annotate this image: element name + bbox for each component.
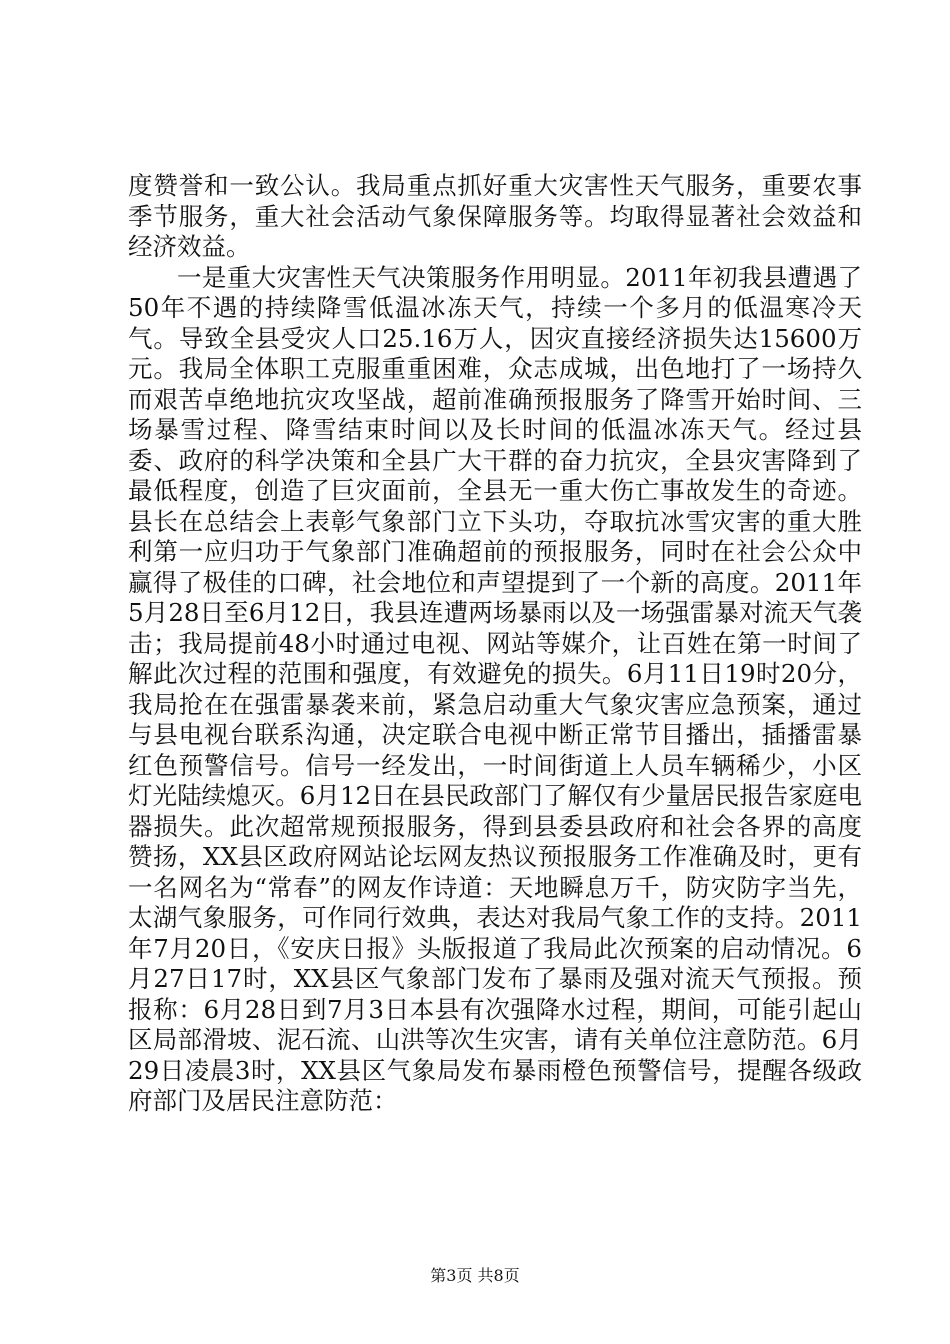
paragraph-continuation: 度赞誉和一致公认。我局重点抓好重大灾害性天气服务，重要农事季节服务，重大社会活动气象保障服务等。均取得显著社会效益和经济效益。 xyxy=(128,171,862,261)
page-footer: 第3页 共8页 xyxy=(430,1266,520,1285)
document-body xyxy=(128,171,862,1117)
paragraph-disaster-weather-service: 一是重大灾害性天气决策服务作用明显。2011年初我县遭遇了50年不遇的持续降雪低温冰冻天气，持续一个多月的低温寒冷天气。导致全县受灾人口25.16万人，因灾直接经济损失达15600万元。我局全体职工克服重重困难，众志成城，出色地打了一场持久而艰苦卓绝地抗灾攻坚战，超前准确预报服务了降雪开始时间、三场暴雪过程、降雪结束时间以及长时间的低温冰冻天气。经过县委、政府的科学决策和全县广大干群的奋力抗灾，全县灾害降到了最低程度，创造了巨灾面前，全县无一重大伤亡事故发生的奇迹。县长在总结会上表彰气象部门立下头功，夺取抗冰雪灾害的重大胜利第一应归功于气象部门准确超前的预报服务，同时在社会公众中赢得了极佳的口碑，社会地位和声望提到了一个新的高度。2011年5月28日至6月12日，我县连遭两场暴雨以及一场强雷暴对流天气袭击；我局提前48小时通过电视、网站等媒介，让百姓在第一时间了解此次过程的范围和强度，有效避免的损失。6月11日19时20分，我局抢在在强雷暴袭来前，紧急启动重大气象灾害应急预案，通过与县电视台联系沟通，决定联合电视中断正常节目播出，插播雷暴红色预警信号。信号一经发出，一时间街道上人员车辆稀少，小区灯光陆续熄灭。6月12日在县民政部门了解仅有少量居民报告家庭电器损失。此次超常规预报服务，得到县委县政府和社会各界的高度赞扬，XX县区政府网站论坛网友热议预报服务工作准确及时，更有一名网名为“常春”的网友作诗道：天地瞬息万千，防灾防字当先，太湖气象服务，可作同行效典，表达对我局气象工作的支持。2011年7月20日，《安庆日报》头版报道了我局此次预案的启动情况。6月27日17时，XX县区气象部门发布了暴雨及强对流天气预报。预报称：6月28日到7月3日本县有次强降水过程，期间，可能引起山区局部滑坡、泥石流、山洪等次生灾害，请有关单位注意防范。6月29日凌晨3时，XX县区气象局发布暴雨橙色预警信号，提醒各级政府部门及居民注意防范： xyxy=(128,262,862,1115)
